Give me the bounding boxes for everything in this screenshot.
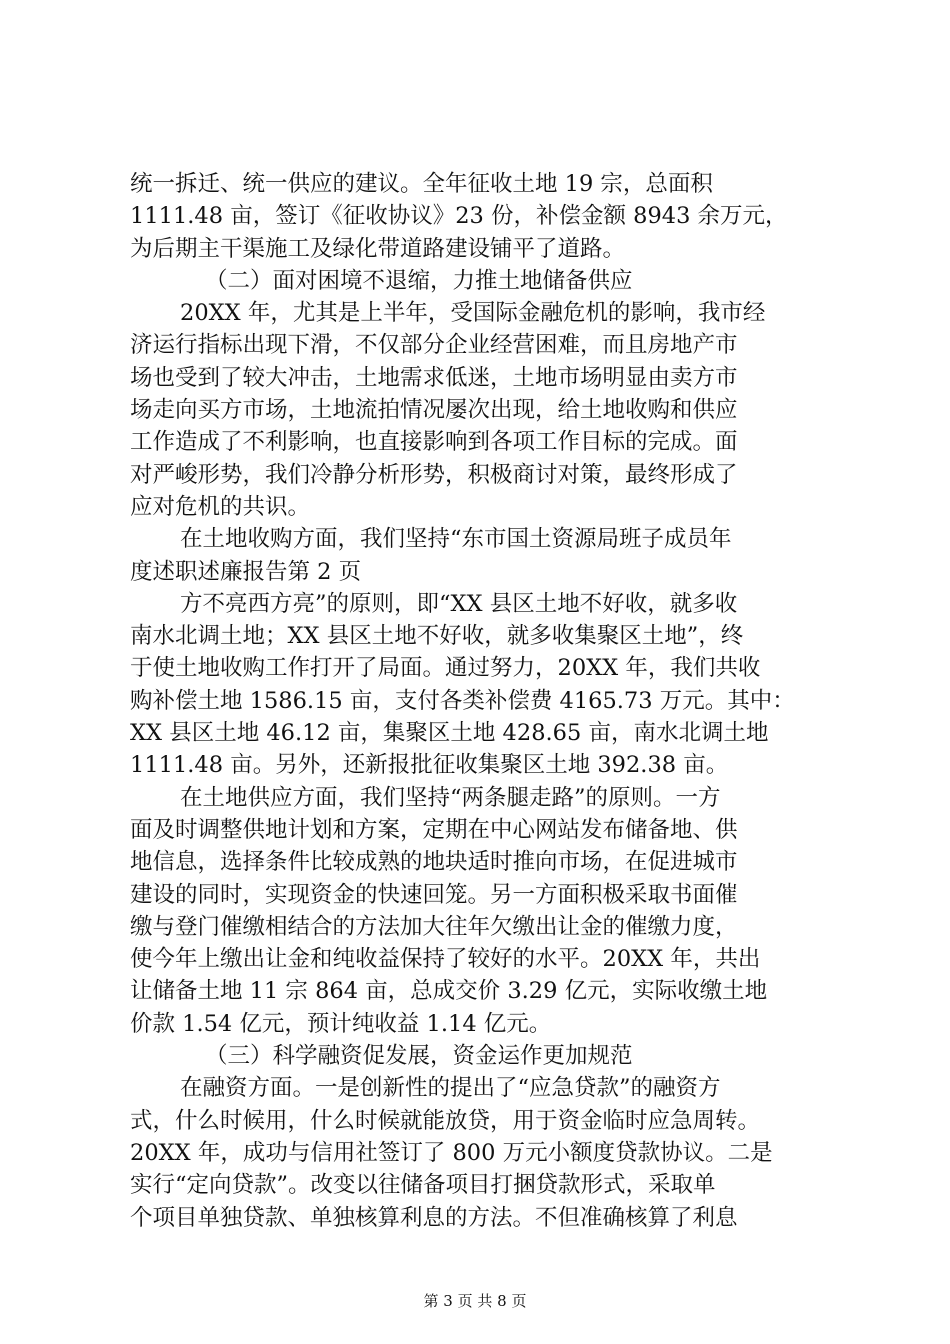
text-line: （二）面对困境不退缩，力推土地储备供应 xyxy=(205,267,633,294)
text-line: XX 县区土地 46.12 亩，集聚区土地 428.65 亩，南水北调土地 xyxy=(130,720,769,747)
page-footer: 第 3 页 共 8 页 xyxy=(423,1292,527,1310)
text-line: 在土地收购方面，我们坚持“东市国土资源局班子成员年 xyxy=(180,526,732,553)
text-line: 使今年上缴出让金和纯收益保持了较好的水平。20XX 年，共出 xyxy=(130,946,761,973)
text-line: 面及时调整供地计划和方案，定期在中心网站发布储备地、供 xyxy=(130,816,738,843)
text-line: 20XX 年，成功与信用社签订了 800 万元小额度贷款协议。二是 xyxy=(130,1139,773,1166)
document-body xyxy=(130,168,830,1234)
text-line: 购补偿土地 1586.15 亩，支付各类补偿费 4165.73 万元。其中： xyxy=(130,687,795,714)
text-line: 南水北调土地；XX 县区土地不好收，就多收集聚区土地”，终 xyxy=(130,623,744,650)
text-line: 实行“定向贷款”。改变以往储备项目打捆贷款形式，采取单 xyxy=(130,1172,716,1199)
text-line: 应对危机的共识。 xyxy=(130,493,311,520)
text-line: 价款 1.54 亿元，预计纯收益 1.14 亿元。 xyxy=(130,1010,552,1037)
text-line: 在融资方面。一是创新性的提出了“应急贷款”的融资方 xyxy=(180,1075,721,1102)
text-line: 济运行指标出现下滑，不仅部分企业经营困难，而且房地产市 xyxy=(130,332,738,359)
text-line: 方不亮西方亮”的原则，即“XX 县区土地不好收，就多收 xyxy=(180,590,738,617)
text-line: 个项目单独贷款、单独核算利息的方法。不但准确核算了利息 xyxy=(130,1204,738,1231)
text-line: 20XX 年，尤其是上半年，受国际金融危机的影响，我市经 xyxy=(180,300,766,327)
text-line: 1111.48 亩。另外，还新报批征收集聚区土地 392.38 亩。 xyxy=(130,752,729,779)
text-line: 场走向买方市场，土地流拍情况屡次出现，给土地收购和供应 xyxy=(130,397,738,424)
text-line: 于使土地收购工作打开了局面。通过努力，20XX 年，我们共收 xyxy=(130,655,761,682)
text-line: （三）科学融资促发展，资金运作更加规范 xyxy=(205,1043,633,1070)
text-line: 地信息，选择条件比较成熟的地块适时推向市场，在促进城市 xyxy=(130,849,738,876)
text-line: 让储备土地 11 宗 864 亩，总成交价 3.29 亿元，实际收缴土地 xyxy=(130,978,768,1005)
text-line: 缴与登门催缴相结合的方法加大往年欠缴出让金的催缴力度， xyxy=(130,913,738,940)
text-line: 工作造成了不利影响，也直接影响到各项工作目标的完成。面 xyxy=(130,429,738,456)
text-line: 度述职述廉报告第 2 页 xyxy=(130,558,362,585)
text-line: 为后期主干渠施工及绿化带道路建设铺平了道路。 xyxy=(130,235,626,262)
text-line: 1111.48 亩，签订《征收协议》23 份，补偿金额 8943 余万元， xyxy=(130,203,788,230)
text-line: 场也受到了较大冲击，土地需求低迷，土地市场明显由卖方市 xyxy=(130,364,738,391)
text-line: 建设的同时，实现资金的快速回笼。另一方面积极采取书面催 xyxy=(130,881,738,908)
text-line: 统一拆迁、统一供应的建议。全年征收土地 19 宗，总面积 xyxy=(130,171,713,197)
text-line: 对严峻形势，我们冷静分析形势，积极商讨对策，最终形成了 xyxy=(130,461,738,488)
text-line: 在土地供应方面，我们坚持“两条腿走路”的原则。一方 xyxy=(180,784,721,811)
text-line: 式，什么时候用，什么时候就能放贷，用于资金临时应急周转。 xyxy=(130,1107,761,1134)
